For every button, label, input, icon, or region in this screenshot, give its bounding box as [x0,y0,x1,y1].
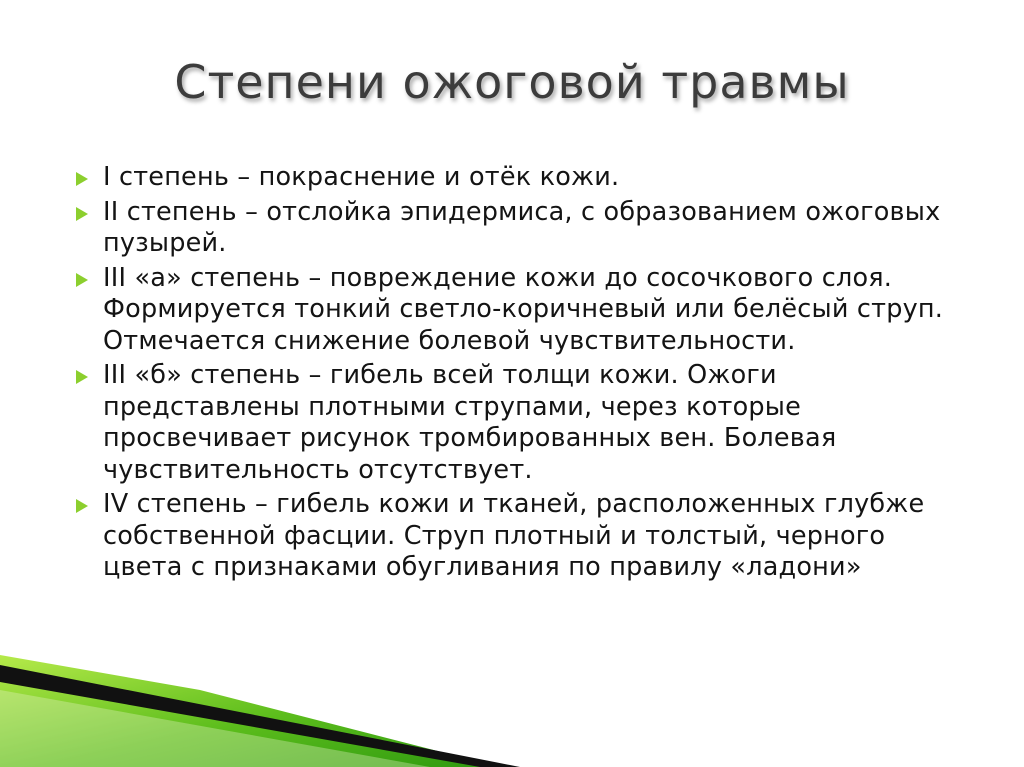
bullet-item-3 [72,263,972,358]
pale-wedge [0,690,430,767]
bullet-text: IV степень – гибель кожи и тканей, расположенных глубже собственной фасции. Струп плотный и толстый, черного цвета с признаками обугливания по правилу «ладони» [103,489,925,582]
triangle-bullet-icon [76,207,88,221]
bullet-item-1 [72,162,972,194]
bullet-text: II степень – отслойка эпидермиса, с образованием ожоговых пузырей. [103,196,941,258]
triangle-bullet-icon [76,172,88,186]
bullet-item-2 [72,197,972,260]
bullet-text: III «а» степень – повреждение кожи до сосочкового слоя. Формируется тонкий светло-коричневый или белёсый струп. Отмечается снижение болевой чувствительности. [103,262,944,356]
bullet-item-5 [72,489,972,584]
bullet-text: III «б» степень – гибель всей толщи кожи. Ожоги представлены плотными струпами, через которые просвечивает рисунок тромбированных вен. Болевая чувствительность отсутствует. [103,360,837,485]
bullet-list [72,162,972,587]
triangle-bullet-icon [76,499,88,513]
triangle-bullet-icon [76,273,88,287]
triangle-bullet-icon [76,370,88,384]
bullet-item-4 [72,360,972,486]
bullet-text: I степень – покраснение и отёк кожи. [103,162,620,192]
green-wedge [0,655,500,767]
black-stripe [0,665,520,767]
slide-title: Степени ожоговой травмы [174,55,850,109]
